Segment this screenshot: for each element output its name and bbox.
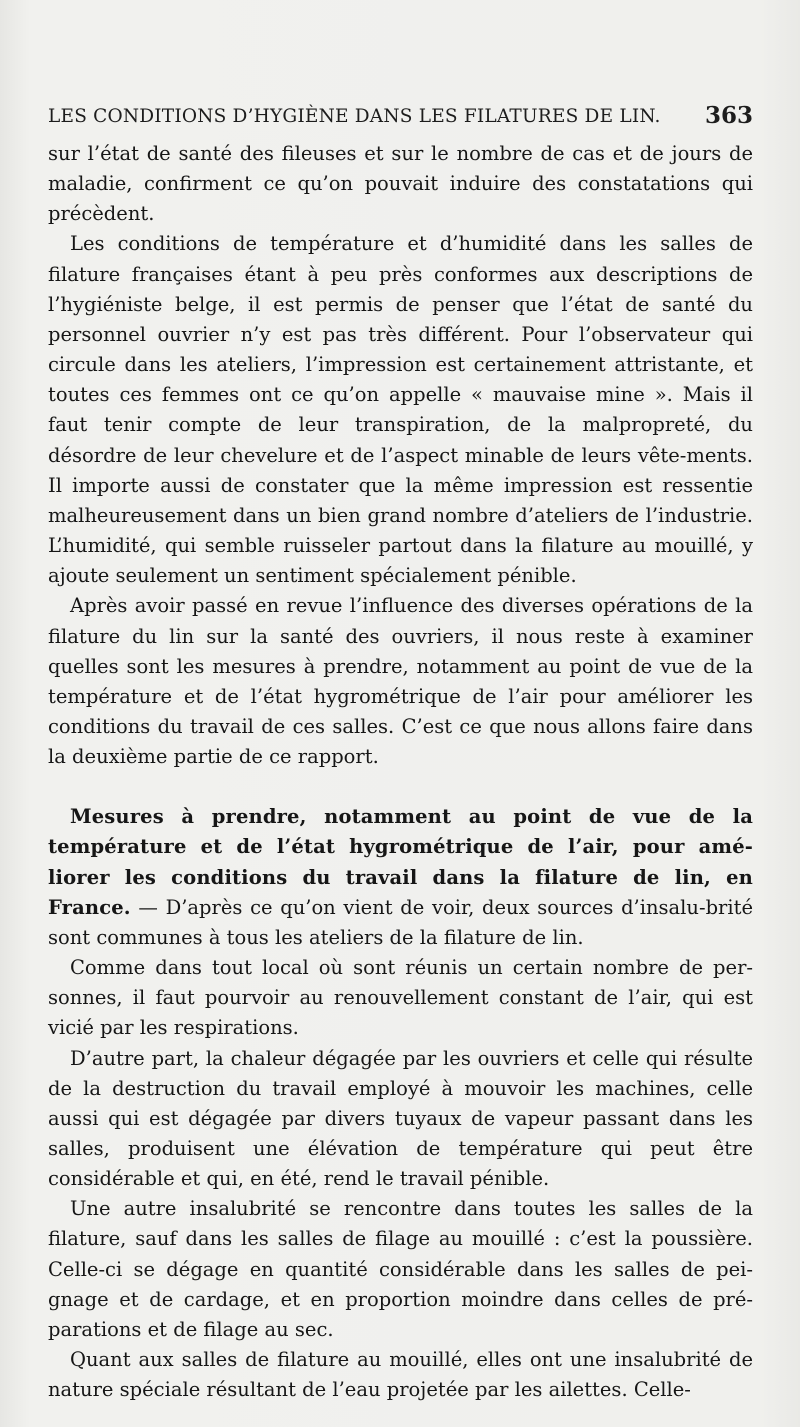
section-intro: D’après ce qu’on vient de voir, deux sources d’insalu-brité sont communes à tous les ateliers de la filature de lin. bbox=[48, 895, 753, 949]
section-heading: Mesures à prendre, notamment au point de vue de la température et de l’état hygrométrique de l’air, pour amé-liorer les conditions du travail dans la filature de lin, en France. bbox=[48, 805, 753, 919]
paragraph-review: Après avoir passé en revue l’influence des diverses opérations de la filature du lin sur la santé des ouvriers, il nous reste à examiner quelles sont les mesures à prendre, notamment au point de vue de la température et de l’état hygrométrique de l’air pour améliorer les conditions du travail de ces salles. C’est ce que nous allons faire dans la deuxième partie de ce rapport. bbox=[48, 594, 753, 769]
body-text bbox=[48, 139, 753, 1405]
paragraph-air-renewal: Comme dans tout local où sont réunis un certain nombre de per-sonnes, il faut pourvoir au renouvellement constant de l’air, qui est vicié par les respirations. bbox=[48, 956, 753, 1040]
paragraph-dust: Une autre insalubrité se rencontre dans toutes les salles de la filature, sauf dans les salles de filage au mouillé : c’est la poussière. Celle-ci se dégage en quantité considérable dans les salles de pei-gnage et de cardage, et en proportion moindre dans celles de pré-parations et de filage au sec. bbox=[48, 1197, 753, 1341]
page-number: 363 bbox=[704, 102, 753, 129]
paragraph-conditions: Les conditions de température et d’humidité dans les salles de filature françaises étant à peu près conformes aux descriptions de l’hygiéniste belge, il est permis de penser que l’état de santé du personnel ouvrier n’y est pas très différent. Pour l’observateur qui circule dans les ateliers, l’impression est certainement attristante, et toutes ces femmes ont ce qu’on appelle « mauvaise mine ». Mais il faut tenir compte de leur transpiration, de la malpropreté, du désordre de leur chevelure et de l’aspect minable de leurs vête-ments. Il importe aussi de constater que la même impression est ressentie malheureusement dans un bien grand nombre d’ateliers de l’industrie. L’humidité, qui semble ruisseler partout dans la filature au mouillé, y ajoute seulement un sentiment spécialement pénible. bbox=[48, 232, 753, 588]
paragraph-heat: D’autre part, la chaleur dégagée par les ouvriers et celle qui résulte de la destruction du travail employé à mouvoir les machines, celle aussi qui est dégagée par divers tuyaux de vapeur passant dans les salles, produisent une élévation de température qui peut être considérable et qui, en été, rend le travail pénible. bbox=[48, 1046, 753, 1191]
paragraph-continued: sur l’état de santé des fileuses et sur le nombre de cas et de jours de maladie, confirment ce qu’on pouvait induire des constatations qui précèdent. bbox=[48, 142, 753, 226]
section-paragraph bbox=[48, 802, 753, 953]
section-dash: — bbox=[130, 895, 166, 919]
running-header bbox=[48, 100, 753, 134]
paragraph-wet-spinning: Quant aux salles de filature au mouillé, elles ont une insalubrité de nature spéciale résultant de l’eau projetée par les ailettes. Celle- bbox=[48, 1348, 753, 1402]
running-title: LES CONDITIONS D’HYGIÈNE DANS LES FILATURES DE LIN. bbox=[48, 106, 661, 127]
